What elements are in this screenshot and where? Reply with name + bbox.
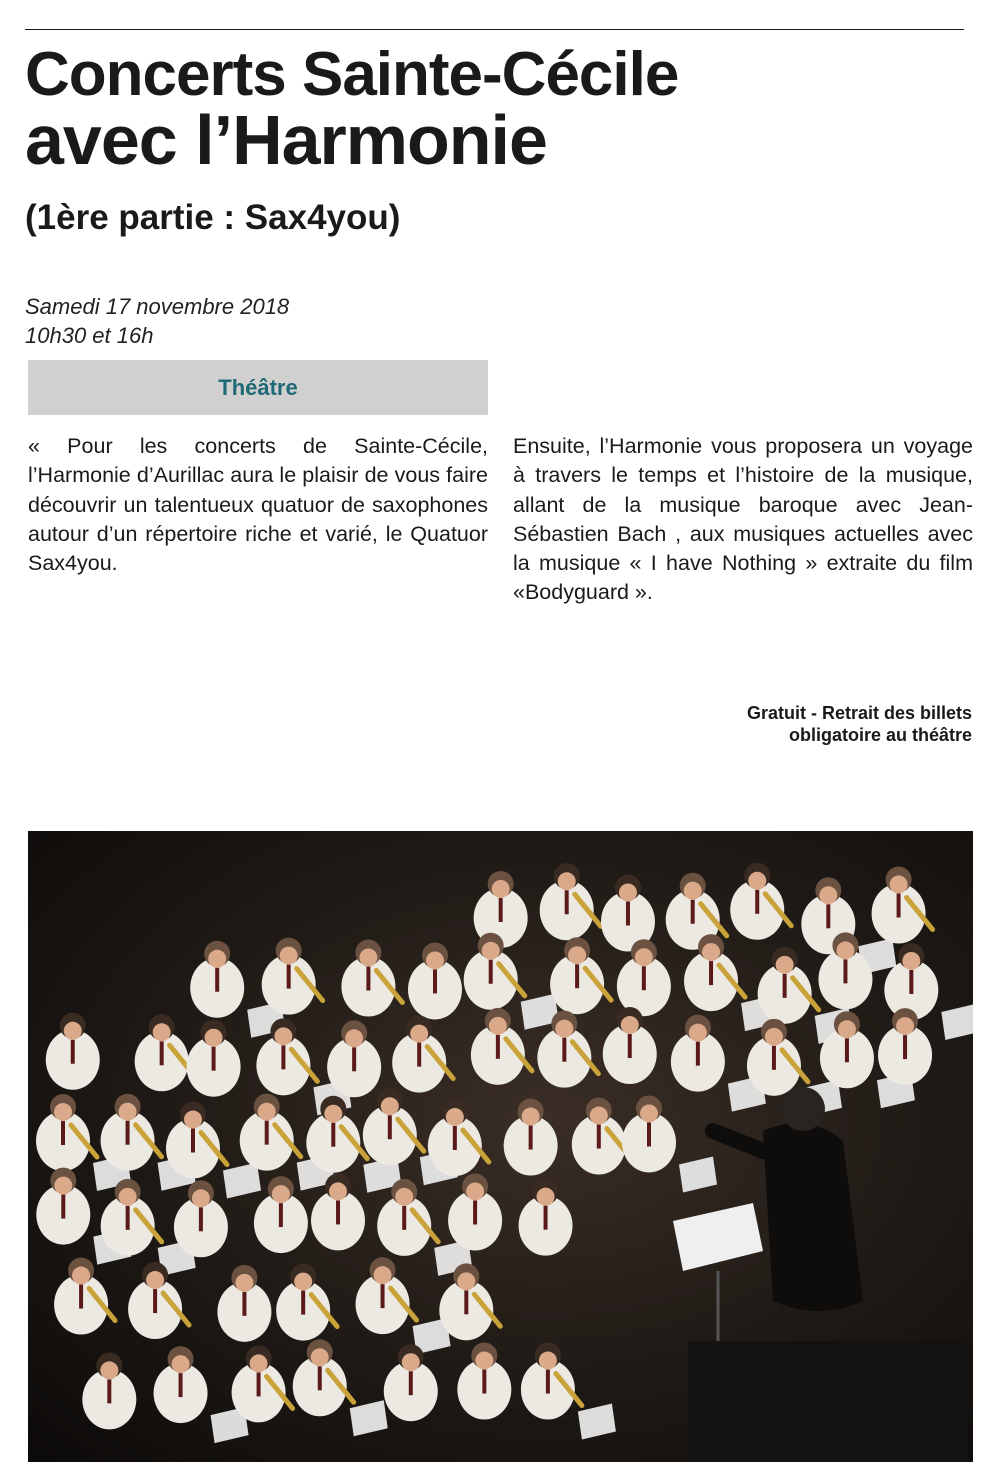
musician-figure xyxy=(356,1257,417,1334)
musician-figure xyxy=(306,1096,367,1173)
musician-figure xyxy=(758,947,819,1024)
musician-figure xyxy=(174,1180,228,1257)
orchestra-illustration xyxy=(28,831,973,1462)
music-stand xyxy=(578,1404,616,1440)
venue-label: Théâtre xyxy=(218,374,298,400)
music-stand xyxy=(223,1163,261,1199)
pricing-line-1: Gratuit - Retrait des billets xyxy=(746,703,972,723)
title-line-1: Concerts Sainte-Cécile xyxy=(25,40,679,109)
musician-figure xyxy=(327,1020,381,1097)
musician-figure xyxy=(448,1173,502,1250)
venue-banner xyxy=(28,360,488,415)
musician-figure xyxy=(550,937,611,1014)
top-rule xyxy=(25,29,964,30)
musician-figure xyxy=(521,1343,582,1420)
musician-figure xyxy=(36,1168,90,1245)
music-stand xyxy=(941,1004,973,1040)
musician-figure xyxy=(878,1008,932,1085)
event-datetime xyxy=(25,292,289,350)
musician-figure xyxy=(464,933,525,1010)
musician-figure xyxy=(128,1262,189,1339)
pricing-note xyxy=(747,702,972,746)
musician-figure xyxy=(872,866,933,943)
music-stand xyxy=(679,1156,717,1192)
musician-figure xyxy=(341,940,402,1017)
event-time: 10h30 et 16h xyxy=(25,323,154,348)
musician-figure xyxy=(293,1339,354,1416)
musician-figure xyxy=(384,1344,438,1421)
musician-figure xyxy=(519,1179,573,1256)
musician-figure xyxy=(363,1088,424,1165)
musician-figure xyxy=(101,1179,162,1256)
musician-figure xyxy=(217,1265,271,1342)
musician-figure xyxy=(408,942,462,1019)
musician-figure xyxy=(240,1094,301,1171)
musician-figure xyxy=(232,1345,293,1422)
musician-figure xyxy=(262,938,323,1015)
musician-figure xyxy=(36,1094,97,1171)
musician-figure xyxy=(101,1094,162,1171)
musician-figure xyxy=(471,1008,532,1085)
musician-figure xyxy=(671,1015,725,1092)
conductor-score-stand xyxy=(673,1203,763,1351)
body-column-right: Ensuite, l’Harmonie vous proposera un voyage à travers le temps et l’histoire de la musique, allant de la musique baroque avec Jean-Sébastien Bach , aux musiques actuelles avec la musique « I have Nothing » extraite du film «Bodyguard ». xyxy=(513,434,973,605)
musician-figure xyxy=(82,1352,136,1429)
musician-figure xyxy=(439,1263,500,1340)
musician-figure xyxy=(187,1020,241,1097)
musician-figure xyxy=(428,1099,489,1176)
musician-figure xyxy=(166,1102,227,1179)
musician-figure xyxy=(747,1019,808,1096)
musician-figure xyxy=(603,1007,657,1084)
musician-figure xyxy=(392,1016,453,1093)
body-column-left: « Pour les concerts de Sainte-Cécile, l’Harmonie d’Aurillac aura le plaisir de vous faire découvrir un talentueux quatuor de saxophones autour d’un répertoire riche et varié, le Quatuor Sax4you. xyxy=(28,434,488,576)
musician-figure xyxy=(730,863,791,940)
musician-figure xyxy=(154,1346,208,1423)
title-line-2: avec l’Harmonie xyxy=(25,101,547,179)
musician-figure xyxy=(276,1264,337,1341)
musician-figure xyxy=(540,863,601,940)
musician-figure xyxy=(504,1099,558,1176)
musician-figure xyxy=(54,1258,115,1335)
event-date: Samedi 17 novembre 2018 xyxy=(25,294,290,319)
musician-figure xyxy=(622,1095,676,1172)
podium xyxy=(688,1341,968,1462)
musician-figure xyxy=(190,941,244,1018)
conductor-figure xyxy=(713,1087,863,1311)
musician-figure xyxy=(135,1014,196,1091)
music-stand xyxy=(350,1400,388,1436)
musician-figure xyxy=(377,1179,438,1256)
musician-figure xyxy=(46,1013,100,1090)
subtitle: (1ère partie : Sax4you) xyxy=(25,198,401,237)
pricing-line-2: obligatoire au théâtre xyxy=(788,725,972,745)
musician-figure xyxy=(254,1176,308,1253)
musician-figure xyxy=(457,1343,511,1420)
orchestra-photo xyxy=(28,831,973,1462)
